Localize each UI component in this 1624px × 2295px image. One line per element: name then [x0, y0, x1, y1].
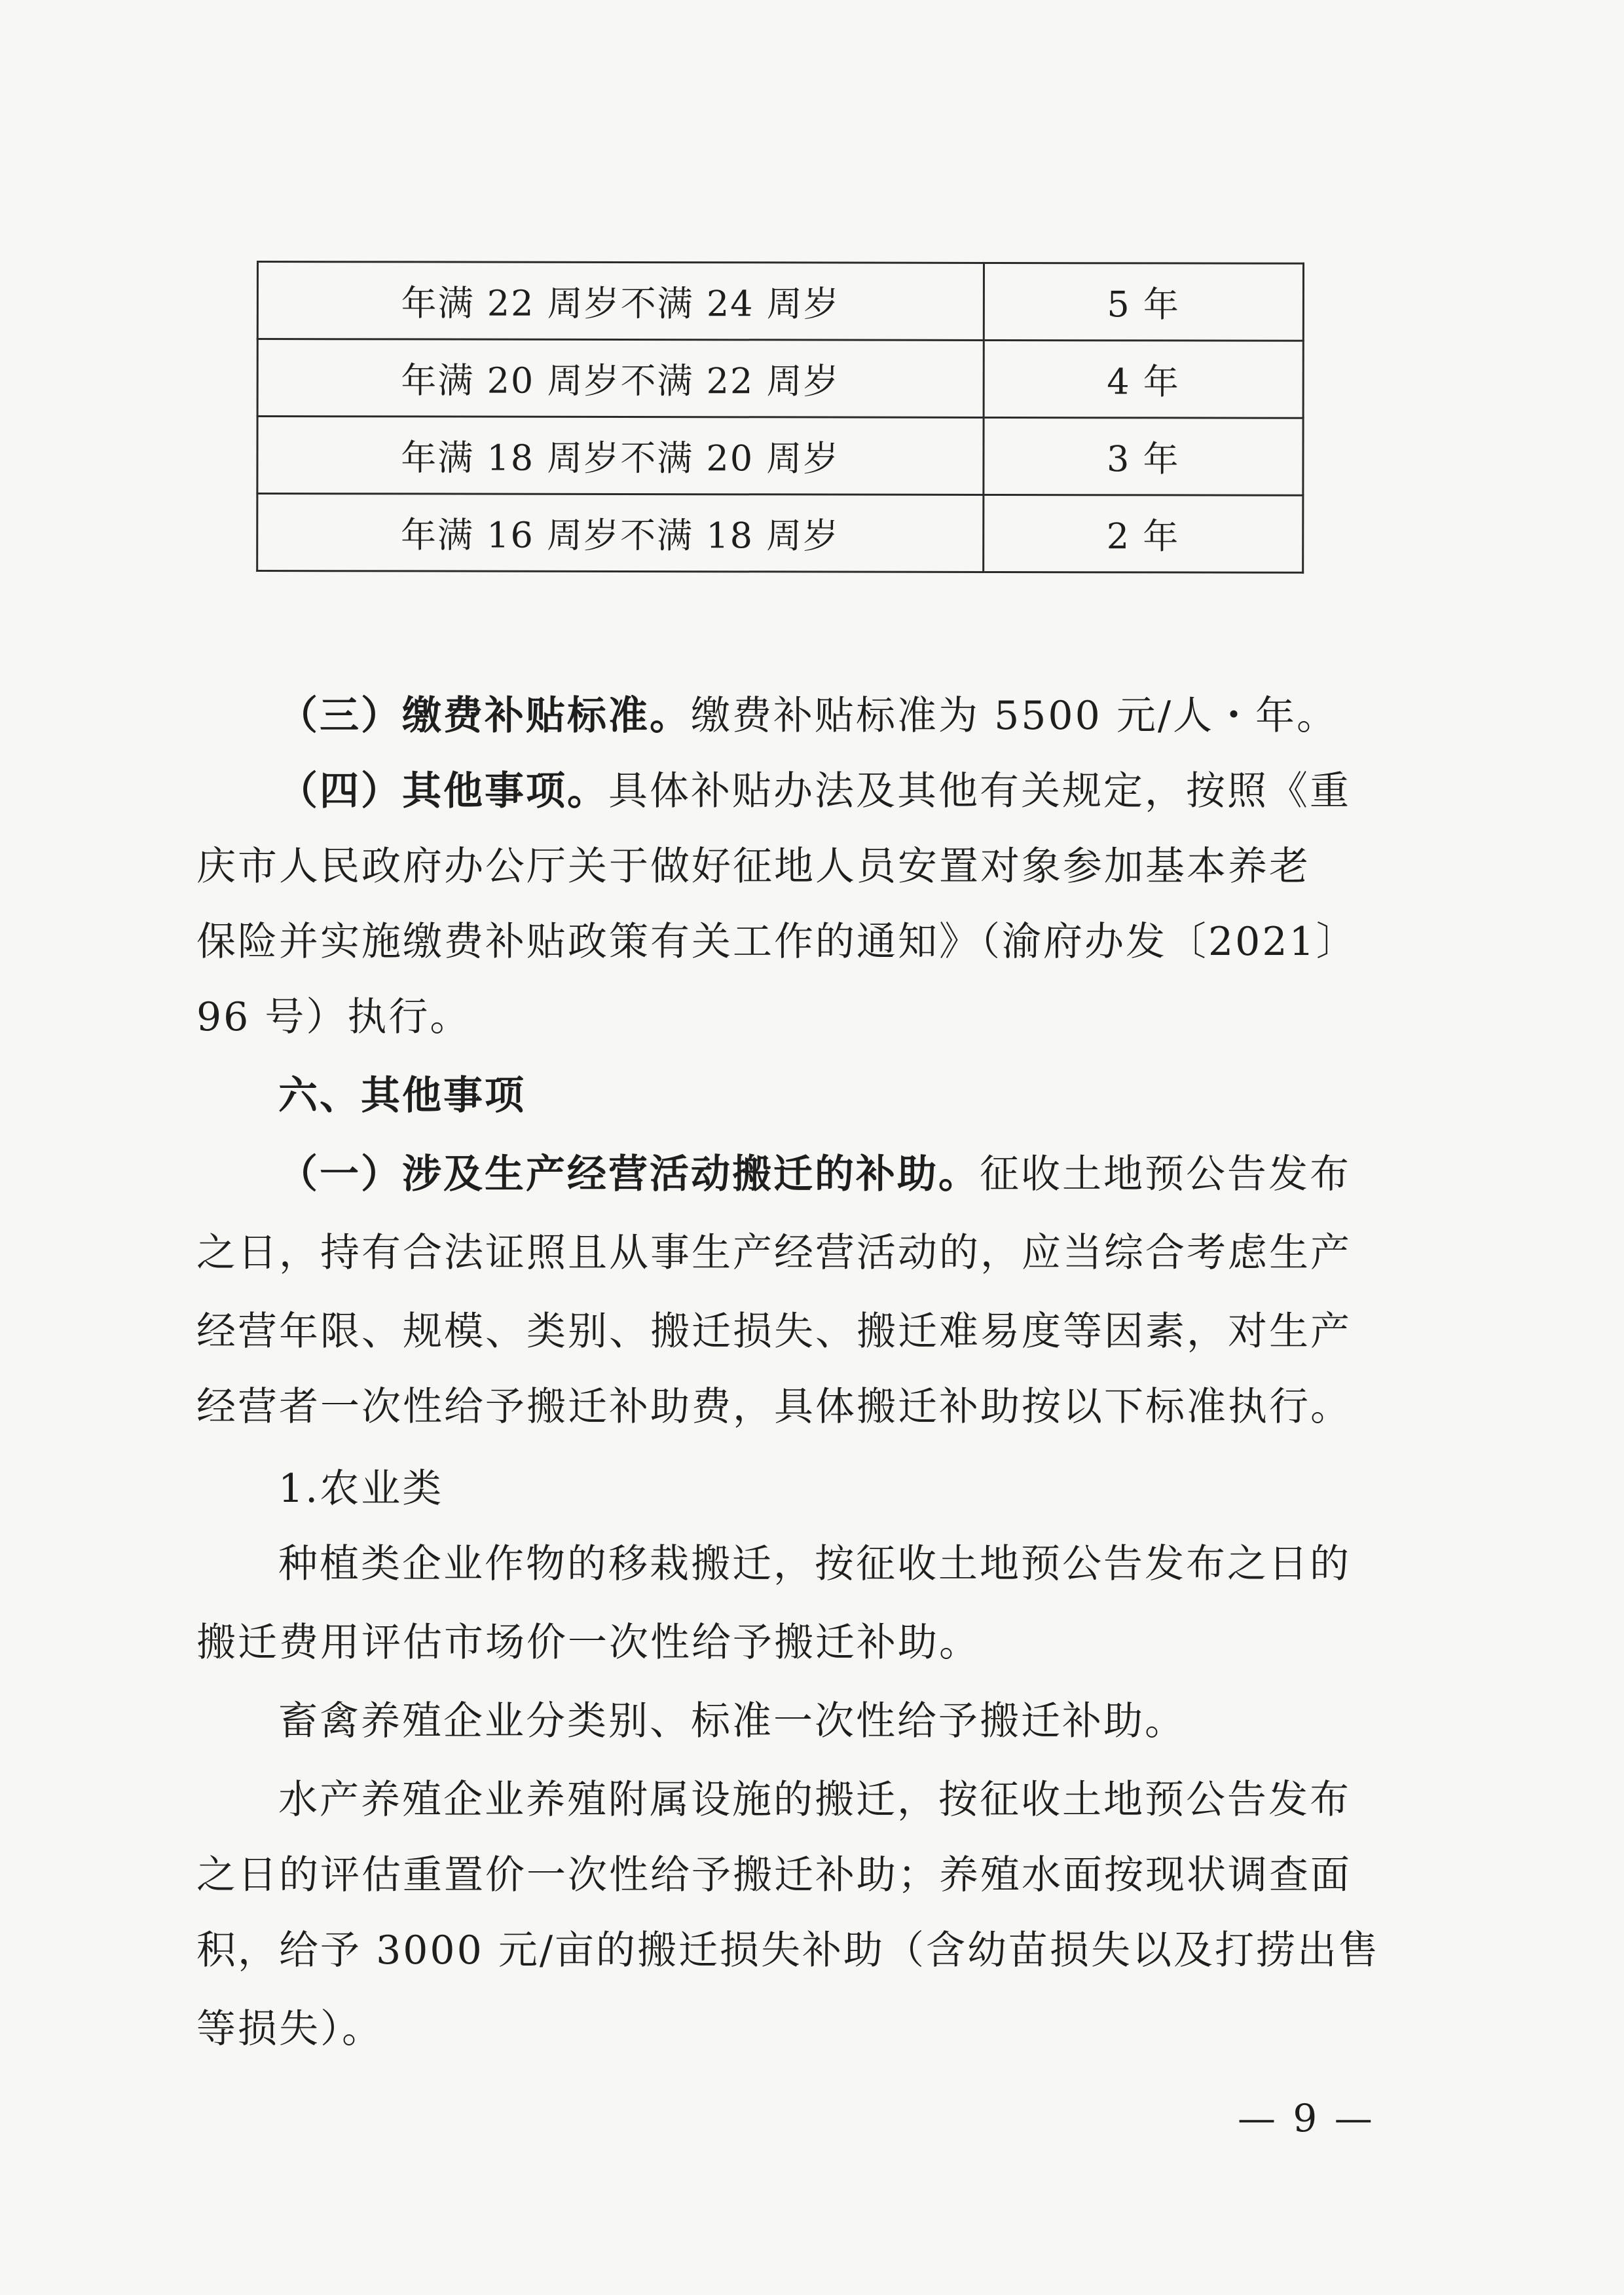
table-row	[257, 417, 1303, 496]
agriculture-title: 1.农业类	[278, 1466, 444, 1512]
section4-text-line2: 庆市人民政府办公厅关于做好征地人员安置对象参加基本养老	[196, 844, 1310, 889]
section4-text-line3: 保险并实施缴费补贴政策有关工作的通知》（渝府办发〔2021〕	[196, 919, 1357, 965]
section3-paragraph	[278, 684, 1401, 741]
aquaculture-text-line1: 水产养殖企业养殖附属设施的搬迁，按征收土地预公告发布	[278, 1777, 1351, 1823]
table-row	[257, 339, 1303, 419]
section4-text-line4: 96 号）执行。	[196, 994, 471, 1040]
planting-text-line2: 搬迁费用评估市场价一次性给予搬迁补助。	[196, 1620, 980, 1666]
section3-text: 缴费补贴标准为 5500 元/人・年。	[691, 693, 1338, 739]
aquaculture-text-line3: 积，给予 3000 元/亩的搬迁损失补助（含幼苗损失以及打捞出售	[196, 1928, 1380, 1973]
aquaculture-text-line4: 等损失）。	[196, 2006, 383, 2052]
age-condition-cell: 年满 18 周岁不满 20 周岁	[257, 417, 984, 495]
years-cell: 5 年	[984, 263, 1304, 341]
subsection1-paragraph-line1	[278, 1143, 1401, 1199]
subsection1-text-line3: 经营年限、规模、类别、搬迁损失、搬迁难易度等因素，对生产	[196, 1309, 1352, 1354]
age-condition-cell: 年满 20 周岁不满 22 周岁	[257, 339, 984, 418]
years-cell: 2 年	[983, 494, 1303, 572]
planting-text-line1: 种植类企业作物的移栽搬迁，按征收土地预公告发布之日的	[278, 1541, 1351, 1587]
section6-title: 六、其他事项	[278, 1073, 526, 1119]
section4-heading: （四）其他事项。	[278, 768, 608, 814]
subsection1-heading: （一）涉及生产经营活动搬迁的补助。	[278, 1151, 980, 1197]
section4-text-line1: 具体补贴办法及其他有关规定，按照《重	[608, 768, 1351, 814]
livestock-text: 畜禽养殖企业分类别、标准一次性给予搬迁补助。	[278, 1698, 1186, 1744]
section3-heading: （三）缴费补贴标准。	[278, 693, 691, 739]
subsection1-text-line4: 经营者一次性给予搬迁补助费，具体搬迁补助按以下标准执行。	[196, 1384, 1352, 1430]
aquaculture-text-line2: 之日的评估重置价一次性给予搬迁补助；养殖水面按现状调查面	[196, 1852, 1352, 1898]
section4-paragraph-line1	[278, 760, 1401, 816]
page-number: — 9 —	[1238, 2096, 1375, 2140]
subsection1-text-line1: 征收土地预公告发布	[980, 1151, 1351, 1197]
subsection1-text-line2: 之日，持有合法证照且从事生产经营活动的，应当综合考虑生产	[196, 1230, 1352, 1276]
age-condition-cell: 年满 22 周岁不满 24 周岁	[257, 262, 984, 341]
table-row	[257, 262, 1303, 341]
years-cell: 4 年	[984, 340, 1304, 418]
age-years-table	[256, 261, 1304, 574]
table-row	[257, 494, 1303, 573]
years-cell: 3 年	[984, 417, 1304, 495]
age-condition-cell: 年满 16 周岁不满 18 周岁	[257, 494, 984, 572]
